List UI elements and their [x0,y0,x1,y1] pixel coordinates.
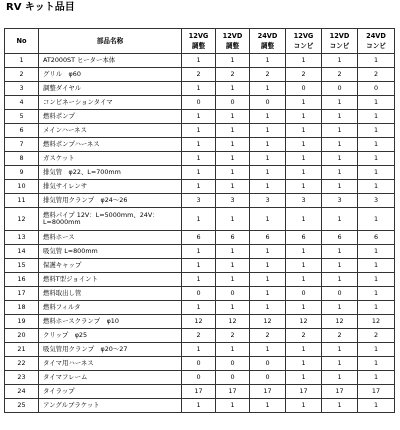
quantity-cell: 1 [216,245,250,259]
part-name-cell: 燃料ポンプ [39,110,182,124]
quantity-cell: 1 [250,180,286,194]
row-number-cell: 11 [5,194,39,208]
part-name-cell: 吸気管用クランプ φ20～27 [39,343,182,357]
quantity-cell: 1 [322,343,358,357]
column-header-variant [286,29,322,54]
variant-type-label: コンビ [366,42,386,50]
quantity-cell: 1 [322,96,358,110]
part-name-cell: 保護キャップ [39,259,182,273]
quantity-cell: 1 [250,82,286,96]
quantity-cell: 1 [358,96,395,110]
variant-type-label: 調整 [191,42,206,50]
quantity-cell: 1 [250,273,286,287]
part-name-cell: AT2000ST ヒーター本体 [39,54,182,68]
table-row [5,357,395,371]
quantity-cell: 1 [358,287,395,301]
quantity-cell: 1 [216,259,250,273]
quantity-cell: 6 [322,231,358,245]
row-number-cell: 18 [5,301,39,315]
quantity-cell: 2 [286,329,322,343]
quantity-cell: 2 [216,329,250,343]
page-title: RV キット品目 [6,2,75,13]
part-name-cell: 排気管用クランプ φ24～26 [39,194,182,208]
kit-parts-table [4,28,395,413]
part-name-cell: 調整ダイヤル [39,82,182,96]
quantity-cell: 1 [322,273,358,287]
quantity-cell: 1 [322,166,358,180]
quantity-cell: 17 [216,385,250,399]
quantity-cell: 3 [182,194,216,208]
part-name-cell: 燃料フィルタ [39,301,182,315]
quantity-cell: 6 [250,231,286,245]
quantity-cell: 1 [322,54,358,68]
quantity-cell: 1 [250,54,286,68]
quantity-cell: 0 [182,357,216,371]
quantity-cell: 1 [286,138,322,152]
quantity-cell: 1 [358,166,395,180]
variant-voltage-label: 24VD [257,32,278,40]
variant-voltage-label: 24VD [366,32,386,40]
table-row [5,68,395,82]
table-header-row [5,29,395,54]
quantity-cell: 2 [286,68,322,82]
row-number-cell: 12 [5,208,39,231]
quantity-cell: 6 [286,231,322,245]
row-number-cell: 15 [5,259,39,273]
quantity-cell: 2 [182,68,216,82]
quantity-cell: 1 [286,152,322,166]
table-row [5,273,395,287]
quantity-cell: 1 [286,259,322,273]
quantity-cell: 1 [286,208,322,231]
table-row [5,96,395,110]
quantity-cell: 1 [182,343,216,357]
quantity-cell: 1 [322,180,358,194]
quantity-cell: 1 [358,124,395,138]
quantity-cell: 6 [216,231,250,245]
row-number-cell: 7 [5,138,39,152]
quantity-cell: 1 [322,371,358,385]
quantity-cell: 1 [250,138,286,152]
quantity-cell: 1 [216,110,250,124]
table-row [5,231,395,245]
variant-voltage-label: 12VD [329,32,350,40]
quantity-cell: 0 [216,287,250,301]
quantity-cell: 1 [358,180,395,194]
quantity-cell: 1 [286,96,322,110]
quantity-cell: 2 [322,329,358,343]
row-number-cell: 25 [5,399,39,413]
quantity-cell: 0 [216,371,250,385]
quantity-cell: 1 [182,82,216,96]
quantity-cell: 1 [182,259,216,273]
quantity-cell: 1 [216,273,250,287]
column-header-no: No [5,29,39,54]
quantity-cell: 2 [216,68,250,82]
quantity-cell: 0 [250,96,286,110]
quantity-cell: 1 [286,357,322,371]
table-row [5,152,395,166]
quantity-cell: 1 [182,208,216,231]
quantity-cell: 0 [182,371,216,385]
quantity-cell: 1 [216,54,250,68]
quantity-cell: 3 [286,194,322,208]
quantity-cell: 1 [286,124,322,138]
column-header-name: 部品名称 [39,29,182,54]
part-name-cell: 燃料T型ジョイント [39,273,182,287]
quantity-cell: 17 [286,385,322,399]
quantity-cell: 6 [358,231,395,245]
variant-type-label: コンビ [293,42,314,50]
row-number-cell: 22 [5,357,39,371]
quantity-cell: 1 [182,245,216,259]
column-header-variant [182,29,216,54]
quantity-cell: 0 [182,287,216,301]
part-name-cell: アングルブラケット [39,399,182,413]
quantity-cell: 1 [358,301,395,315]
quantity-cell: 1 [358,357,395,371]
row-number-cell: 6 [5,124,39,138]
part-name-cell: 燃料ポンプハーネス [39,138,182,152]
quantity-cell: 1 [358,273,395,287]
row-number-cell: 10 [5,180,39,194]
quantity-cell: 1 [322,110,358,124]
quantity-cell: 1 [286,110,322,124]
quantity-cell: 2 [250,68,286,82]
quantity-cell: 0 [216,357,250,371]
quantity-cell: 1 [250,343,286,357]
quantity-cell: 1 [358,343,395,357]
part-name-cell: クリップ φ25 [39,329,182,343]
table-row [5,194,395,208]
quantity-cell: 1 [322,245,358,259]
quantity-cell: 1 [182,152,216,166]
quantity-cell: 1 [286,273,322,287]
quantity-cell: 2 [250,329,286,343]
table-row [5,110,395,124]
quantity-cell: 17 [322,385,358,399]
quantity-cell: 1 [322,399,358,413]
quantity-cell: 0 [286,82,322,96]
quantity-cell: 1 [216,138,250,152]
quantity-cell: 1 [216,124,250,138]
quantity-cell: 3 [322,194,358,208]
part-name-cell: タイラップ [39,385,182,399]
part-name-cell: 燃料パイプ 12V：L=5000mm、24V：L=8000mm [39,208,182,231]
table-row [5,343,395,357]
quantity-cell: 12 [216,315,250,329]
quantity-cell: 1 [250,259,286,273]
quantity-cell: 1 [182,138,216,152]
table-row [5,166,395,180]
row-number-cell: 1 [5,54,39,68]
quantity-cell: 1 [286,301,322,315]
quantity-cell: 12 [322,315,358,329]
quantity-cell: 1 [182,166,216,180]
part-name-cell: 燃料ホース [39,231,182,245]
quantity-cell: 17 [250,385,286,399]
quantity-cell: 12 [286,315,322,329]
quantity-cell: 1 [182,54,216,68]
row-number-cell: 16 [5,273,39,287]
quantity-cell: 0 [250,371,286,385]
variant-voltage-label: 12VG [293,32,314,40]
variant-type-label: 調整 [225,42,240,50]
quantity-cell: 1 [358,371,395,385]
part-name-cell: ガスケット [39,152,182,166]
part-name-cell: 吸気管 L=800mm [39,245,182,259]
quantity-cell: 1 [322,259,358,273]
row-number-cell: 24 [5,385,39,399]
quantity-cell: 3 [216,194,250,208]
quantity-cell: 17 [182,385,216,399]
part-name-cell: メインハーネス [39,124,182,138]
quantity-cell: 2 [358,68,395,82]
quantity-cell: 2 [322,68,358,82]
quantity-cell: 1 [182,399,216,413]
quantity-cell: 1 [286,399,322,413]
part-name-cell: 排気管 φ22、L=700mm [39,166,182,180]
quantity-cell: 1 [358,399,395,413]
quantity-cell: 1 [322,152,358,166]
row-number-cell: 19 [5,315,39,329]
row-number-cell: 4 [5,96,39,110]
row-number-cell: 13 [5,231,39,245]
quantity-cell: 1 [358,245,395,259]
quantity-cell: 12 [182,315,216,329]
quantity-cell: 3 [358,194,395,208]
quantity-cell: 1 [286,54,322,68]
table-row [5,399,395,413]
quantity-cell: 2 [358,329,395,343]
part-name-cell: グリル φ60 [39,68,182,82]
variant-type-label: 調整 [260,42,275,50]
quantity-cell: 6 [182,231,216,245]
variant-voltage-label: 12VG [188,32,209,40]
quantity-cell: 1 [286,343,322,357]
quantity-cell: 1 [250,301,286,315]
quantity-cell: 1 [322,138,358,152]
quantity-cell: 1 [216,399,250,413]
table-body [5,54,395,413]
quantity-cell: 3 [250,194,286,208]
quantity-cell: 1 [182,301,216,315]
quantity-cell: 12 [358,315,395,329]
quantity-cell: 1 [250,152,286,166]
table-row [5,329,395,343]
column-header-variant [322,29,358,54]
part-name-cell: タイマ用ハーネス [39,357,182,371]
quantity-cell: 0 [250,357,286,371]
table-row [5,301,395,315]
row-number-cell: 5 [5,110,39,124]
quantity-cell: 1 [216,180,250,194]
quantity-cell: 1 [216,166,250,180]
row-number-cell: 23 [5,371,39,385]
table-row [5,208,395,231]
quantity-cell: 1 [216,343,250,357]
quantity-cell: 1 [250,166,286,180]
column-header-variant [358,29,395,54]
quantity-cell: 1 [358,54,395,68]
row-number-cell: 9 [5,166,39,180]
quantity-cell: 1 [216,301,250,315]
quantity-cell: 1 [250,208,286,231]
quantity-cell: 1 [322,301,358,315]
quantity-cell: 1 [216,208,250,231]
quantity-cell: 0 [322,82,358,96]
quantity-cell: 2 [182,329,216,343]
quantity-cell: 1 [358,259,395,273]
row-number-cell: 2 [5,68,39,82]
row-number-cell: 21 [5,343,39,357]
table-row [5,54,395,68]
quantity-cell: 0 [358,82,395,96]
quantity-cell: 0 [322,287,358,301]
quantity-cell: 1 [286,245,322,259]
quantity-cell: 1 [322,357,358,371]
row-number-cell: 3 [5,82,39,96]
row-number-cell: 20 [5,329,39,343]
quantity-cell: 1 [182,124,216,138]
quantity-cell: 1 [286,371,322,385]
quantity-cell: 1 [182,110,216,124]
quantity-cell: 1 [182,273,216,287]
column-header-variant [250,29,286,54]
table-row [5,315,395,329]
quantity-cell: 1 [182,180,216,194]
quantity-cell: 1 [358,152,395,166]
quantity-cell: 1 [216,82,250,96]
table-row [5,385,395,399]
table-row [5,82,395,96]
part-name-cell: 燃料取出し管 [39,287,182,301]
table-row [5,138,395,152]
table-row [5,124,395,138]
table-row [5,180,395,194]
quantity-cell: 1 [250,245,286,259]
quantity-cell: 1 [250,110,286,124]
quantity-cell: 1 [358,110,395,124]
part-name-cell: 燃料ホースクランプ φ10 [39,315,182,329]
quantity-cell: 1 [358,138,395,152]
row-number-cell: 17 [5,287,39,301]
quantity-cell: 1 [250,399,286,413]
table-row [5,371,395,385]
quantity-cell: 12 [250,315,286,329]
quantity-cell: 1 [250,124,286,138]
quantity-cell: 17 [358,385,395,399]
quantity-cell: 0 [182,96,216,110]
table-row [5,259,395,273]
row-number-cell: 8 [5,152,39,166]
quantity-cell: 1 [286,180,322,194]
quantity-cell: 1 [322,208,358,231]
quantity-cell: 1 [286,166,322,180]
quantity-cell: 0 [216,96,250,110]
column-header-variant [216,29,250,54]
part-name-cell: 排気サイレンサ [39,180,182,194]
row-number-cell: 14 [5,245,39,259]
quantity-cell: 0 [286,287,322,301]
quantity-cell: 1 [250,287,286,301]
variant-type-label: コンビ [329,42,350,50]
table-row [5,245,395,259]
part-name-cell: タイマフレーム [39,371,182,385]
variant-voltage-label: 12VD [222,32,243,40]
quantity-cell: 1 [358,208,395,231]
quantity-cell: 1 [322,124,358,138]
quantity-cell: 1 [216,152,250,166]
part-name-cell: コンビネーションタイマ [39,96,182,110]
table-row [5,287,395,301]
